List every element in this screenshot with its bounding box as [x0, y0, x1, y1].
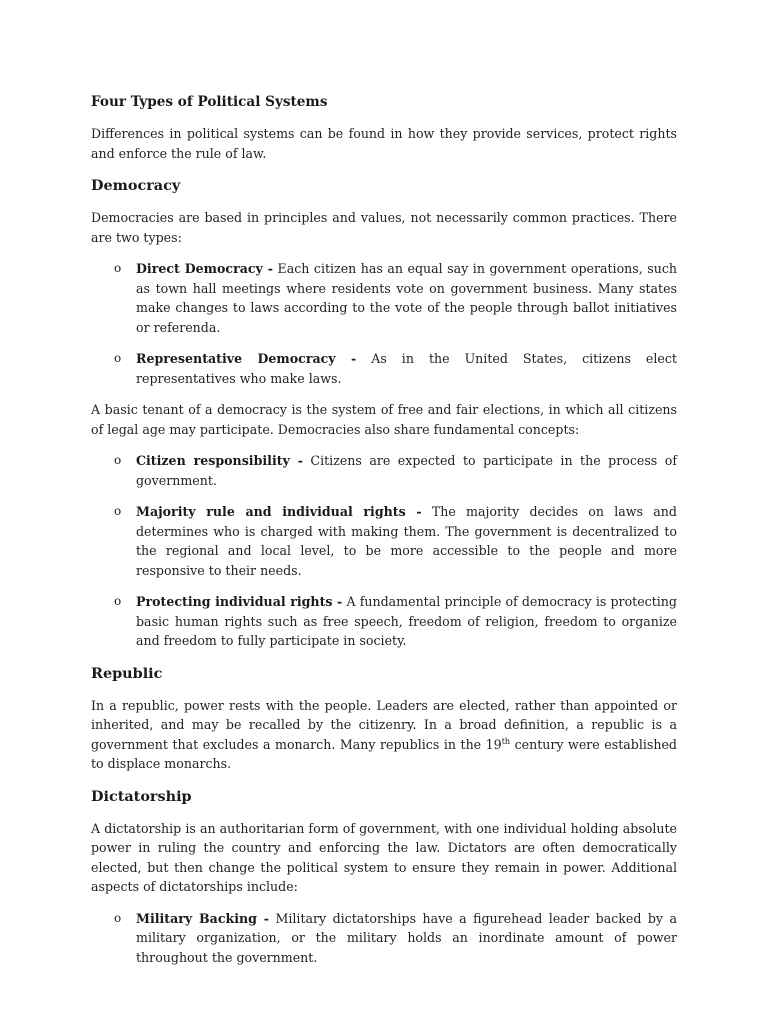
dictatorship-intro: A dictatorship is an authoritarian form of government, with one individual holding absolute power in ruling the country and enforcing the law. Dictators are often democratically elected, but then change the political system to ensure they remain in power. Additional aspects of dictatorships include:	[91, 820, 677, 894]
term-label: Protecting individual rights -	[136, 594, 343, 609]
bullet-icon: o	[114, 504, 122, 518]
bullet-icon: o	[114, 453, 122, 467]
term-label: Citizen responsibility -	[136, 453, 303, 468]
list-item-citizen-responsibility	[91, 451, 677, 490]
term-description: A fundamental principle of democracy is protecting basic human rights such as free speech, freedom of religion, freedom to organize and freedom to fully participate in society.	[136, 594, 677, 648]
bullet-icon: o	[114, 261, 122, 275]
term-description: The majority decides on laws and determines who is charged with making them. The government is decentralized to the regional and local level, to be more accessible to the people and more responsive to their needs.	[136, 504, 677, 578]
bullet-icon: o	[114, 351, 122, 365]
term-label: Military Backing -	[136, 910, 270, 926]
ordinal-suffix: th	[501, 736, 511, 746]
democracy-types-list	[91, 259, 677, 388]
list-item-majority-rule	[91, 502, 677, 580]
term-description: Citizens are expected to participate in the process of government.	[136, 453, 677, 488]
term-label: Direct Democracy -	[136, 261, 273, 276]
democracy-heading: Democracy	[91, 177, 181, 194]
list-item-military-backing	[91, 909, 677, 968]
bullet-icon: o	[114, 910, 122, 925]
list-item-direct-democracy	[91, 259, 677, 337]
list-item-representative-democracy	[91, 349, 677, 388]
document-title: Four Types of Political Systems	[91, 94, 328, 110]
intro-paragraph: Differences in political systems can be found in how they provide services, protect rights and enforce the rule of law.	[91, 126, 677, 161]
bullet-icon: o	[114, 594, 122, 608]
republic-heading: Republic	[91, 664, 163, 682]
republic-text-after: century were established to displace monarchs.	[91, 736, 677, 771]
republic-paragraph	[91, 696, 677, 774]
dictatorship-aspects-list	[91, 909, 677, 968]
term-description: Military dictatorships have a figurehead leader backed by a military organization, or the military holds an inordinate amount of power throughout the government.	[136, 910, 677, 965]
democracy-paragraph-2: A basic tenant of a democracy is the system of free and fair elections, in which all citizens of legal age may participate. Democracies also share fundamental concepts:	[91, 402, 677, 437]
dictatorship-heading: Dictatorship	[91, 787, 192, 805]
republic-text-before: In a republic, power rests with the people. Leaders are elected, rather than appointed or inherited, and may be recalled by the citizenry. In a broad definition, a republic is a government that excludes a monarch. Many republics in the 19	[91, 697, 677, 752]
democracy-intro: Democracies are based in principles and values, not necessarily common practices. There are two types:	[91, 210, 677, 245]
democracy-concepts-list	[91, 451, 677, 651]
term-label: Majority rule and individual rights -	[136, 504, 422, 519]
term-description: As in the United States, citizens elect representatives who make laws.	[136, 351, 677, 386]
term-label: Representative Democracy -	[136, 351, 357, 366]
term-description: Each citizen has an equal say in government operations, such as town hall meetings where residents vote on government business. Many states make changes to laws according to the vote of the people through ballot initiatives or referenda.	[136, 261, 678, 335]
list-item-protecting-rights	[91, 592, 677, 651]
